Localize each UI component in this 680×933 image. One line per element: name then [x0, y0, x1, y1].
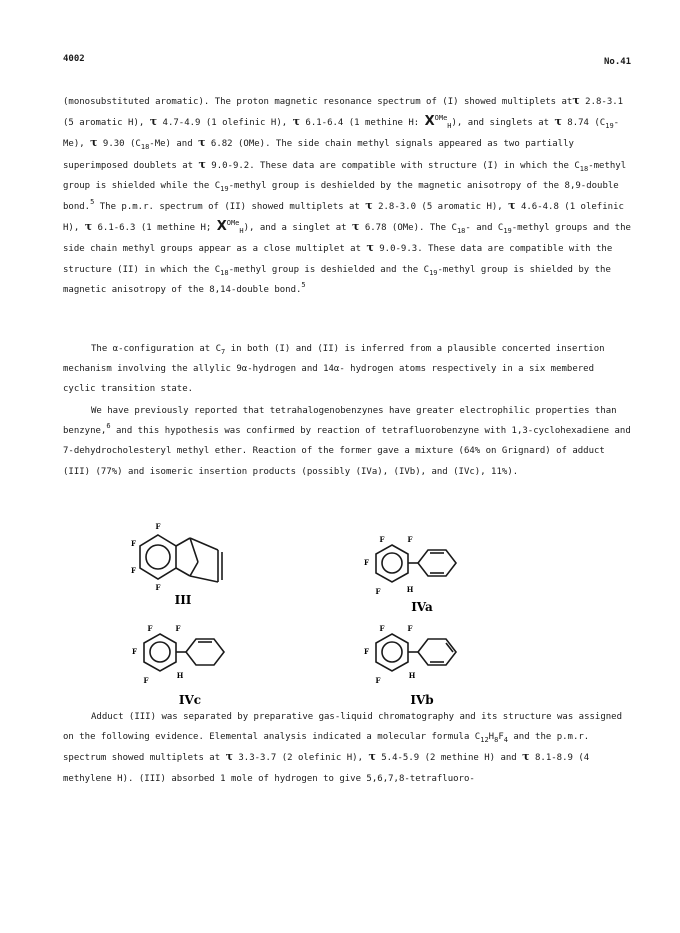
atom-label-f: F — [407, 624, 413, 633]
citation-5: 5 — [301, 280, 306, 289]
paragraph-tetrahalogenobenzynes: We have previously reported that tetrahalogenobenzynes have greater electrophilic properties than benzyne,$^6$ and this hypothesis was confirmed by reaction of tetrafluorobenzyne with 1,3-cyclohexadiene and 7-dehydrocholesteryl methyl ether. Reaction of the former gave a mixture (64% on Grignard) of adduct (III) (77%) and isomeric insertion products (possibly (IVa), (IVb), and (IVc), 11%). — [63, 406, 631, 477]
compound-label-iva: IVa — [411, 600, 433, 614]
atom-label-f: F — [375, 587, 381, 596]
atom-label-f: F — [379, 535, 385, 544]
atom-label-f: F — [379, 624, 385, 633]
atom-label-f: F — [132, 647, 137, 656]
atom-label-f: F — [147, 624, 153, 633]
structure-iva — [360, 520, 470, 615]
methine-cross-symbol: X — [424, 114, 435, 130]
citation-5: 5 — [90, 198, 95, 207]
atom-label-h: H — [408, 671, 416, 680]
atom-label-f: F — [375, 676, 381, 685]
structure-ivb — [360, 616, 470, 711]
atom-label-f: F — [131, 539, 136, 548]
atom-label-f: F — [143, 676, 149, 685]
paragraph-adduct-iii: Adduct (III) was separated by preparative gas-liquid chromatography and its structure was assigned on the following evidence. Elemental analysis indicated a molecular formula $C_{12}H_8F_4$ and the p.m.r. spectrum showed multiplets at τ 3.3-3.7 (2 olefinic H), τ 5.4-5.9 (2 methine H) and τ 8.1-8.9 (4 methylene H). (III) absorbed 1 mole of hydrogen to give 5,6,7,8-tetrafluoro- — [63, 712, 623, 784]
methine-cross-symbol: X — [216, 219, 227, 235]
compound-label-ivc: IVc — [178, 693, 202, 707]
atom-label-f: F — [364, 647, 369, 656]
atom-label-h: H — [406, 585, 414, 594]
atom-label-f: F — [364, 558, 369, 567]
atom-label-f: F — [175, 624, 181, 633]
structure-iii — [128, 520, 238, 605]
atom-label-f: F — [155, 583, 161, 592]
atom-label-f: F — [155, 522, 161, 531]
compound-label-iii: III — [174, 593, 192, 605]
page-number: 4002 — [63, 54, 85, 64]
citation-6: 6 — [106, 422, 111, 431]
atom-label-f: F — [407, 535, 413, 544]
paragraph-alpha-configuration: The α-configuration at $C_7$ in both (I) and (II) is inferred from a plausible concerted insertion mechanism involving the allylic 9α-hydrogen and 14α- hydrogen atoms respectively in a six membered cyclic transition state. — [63, 344, 605, 395]
atom-label-h: H — [176, 671, 184, 680]
structure-ivc — [128, 616, 238, 711]
journal-issue-number: No.41 — [604, 57, 632, 67]
compound-label-ivb: IVb — [410, 693, 434, 707]
atom-label-f: F — [131, 566, 136, 575]
paragraph-pmr-results: (monosubstituted aromatic). The proton magnetic resonance spectrum of (I) showed multiplets atτ 2.8-3.1 (5 aromatic H), τ 4.7-4.9 (1 olefinic H), τ 6.1-6.4 (1 methine H: $X^{OMe}_H$), and singlets at τ 8.74 $(C_{19}-Me)$, τ 9.30 $(C_{18}-Me)$ and τ 6.82 (OMe). The side chain methyl signals appeared as two partially superimposed doublets at τ 9.0-9.2. These data are compatible with structure (I) in which the $C_{18}$-methyl group is shielded while the $C_{19}$-methyl group is deshielded by the magnetic anisotropy of the 8,9-double bond.$^5$ The p.m.r. spectrum of (II) showed multiplets at τ 2.8-3.0 (5 aromatic H), τ 4.6-4.8 (1 olefinic H), τ 6.1-6.3 (1 methine H; $X^{OMe}_H$), and a singlet at τ 6.78 (OMe). The $C_{18}-$ and $C_{19}$-methyl groups and the side chain methyl groups appear as a close multiplet at τ 9.0-9.3. These data are compatible with the structure (II) in which the $C_{18}$-methyl group is deshielded and the $C_{19}$-methyl group is shielded by the magnetic anisotropy of the 8,14-double bond.$^5$ — [63, 94, 631, 295]
